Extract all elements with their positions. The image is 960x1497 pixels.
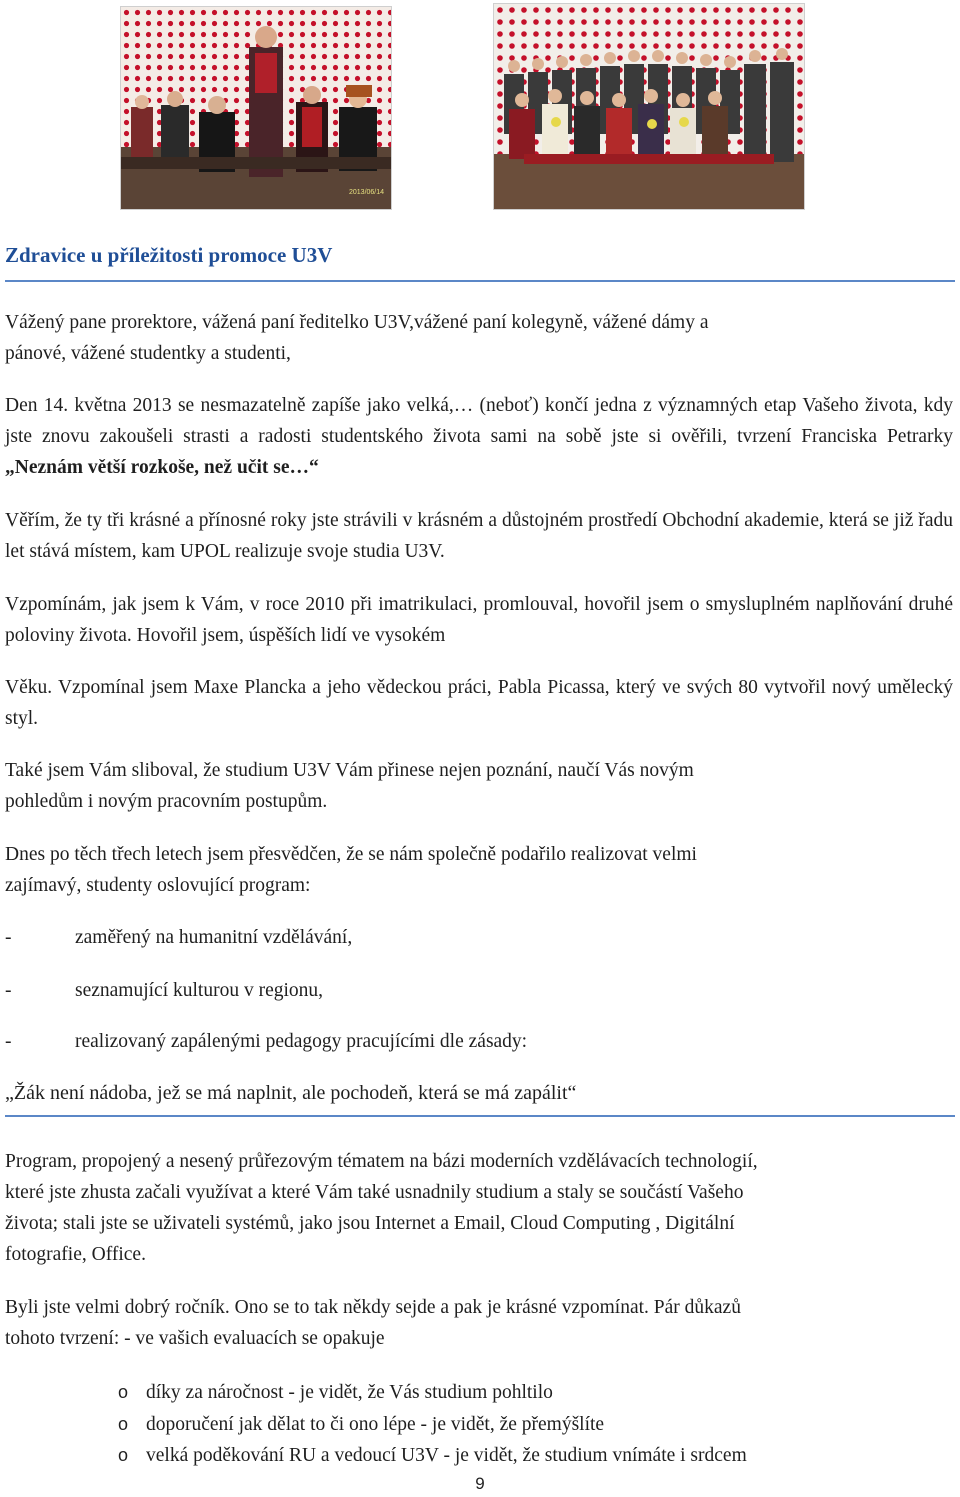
intro-text: Den 14. května 2013 se nesmazatelně zapíše jako velká,… (neboť) končí jedna z významných etap Vašeho života, kdy jste znovu zakoušeli strasti a radosti studentského života sami na sobě jste si ověřili, tvrzení Franciska Petrarky (5, 395, 953, 447)
good-year-paragraph (5, 1292, 953, 1354)
bullet-text: velká poděkování RU a vedoucí U3V - je vidět, že studium vnímáte i srdcem (146, 1445, 747, 1466)
motto-quote: „Žák není nádoba, jež se má naplnit, ale pochodeň, která se má zapálit“ (5, 1078, 955, 1117)
dash-list-item (5, 975, 323, 1006)
today-paragraph (5, 839, 953, 901)
dash-marker: - (5, 1031, 12, 1052)
program-line-4: fotografie, Office. (5, 1244, 146, 1265)
bullet-item (118, 1440, 747, 1472)
petrarca-quote: „Neznám větší rozkoše, než učit se…“ (5, 457, 319, 478)
ceremony-photo-group-image (494, 4, 804, 209)
program-line-3: života; stali jste se uživateli systémů, jako jsou Internet a Email, Cloud Computing , Digitální (5, 1213, 735, 1234)
salutation-line-2: pánové, vážené studentky a studenti, (5, 343, 291, 364)
page-number: 9 (475, 1474, 485, 1493)
today-line-1: Dnes po těch třech letech jsem přesvědčen, že se nám společně podařilo realizovat velmi (5, 844, 697, 865)
dash-marker: - (5, 980, 12, 1001)
program-line-1: Program, propojený a nesený průřezovým tématem na bázi moderních vzdělávacích technologií, (5, 1151, 758, 1172)
bullet-marker: o (118, 1382, 129, 1402)
believe-paragraph: Věřím, že ty tři krásné a přínosné roky jste strávili v krásném a důstojném prostředí Obchodní akademie, která se již řadu let stává místem, kam UPOL realizuje svoje studia U3V. (5, 510, 953, 562)
program-line-2: které jste zhusta začali využívat a které Vám také usnadnily studium a staly se součástí Vašeho (5, 1182, 744, 1203)
ceremony-photo-speaker-image (121, 7, 391, 209)
remember-paragraph: Vzpomínám, jak jsem k Vám, v roce 2010 při imatrikulaci, promlouval, hovořil jsem o smysluplném naplňování druhé poloviny života. Hovořil jsem, úspěších lidí ve vysokém (5, 594, 953, 646)
today-line-2: zajímavý, studenty oslovující program: (5, 875, 311, 896)
bullet-item (118, 1377, 747, 1409)
bullet-text: díky za náročnost - je vidět, že Vás studium pohltilo (146, 1382, 553, 1403)
salutation-paragraph (5, 307, 953, 369)
article-heading: Zdravice u příležitosti promoce U3V (5, 243, 955, 282)
photo-date-stamp: 2013/06/14 (349, 189, 385, 196)
dash-list-item (5, 922, 352, 953)
promise-line-1: Také jsem Vám sliboval, že studium U3V Vám přinese nejen poznání, naučí Vás novým (5, 760, 694, 781)
dash-marker: - (5, 927, 12, 948)
promise-paragraph (5, 755, 953, 817)
dash-item-text: realizovaný zapálenými pedagogy pracujícími dle zásady: (75, 1031, 528, 1052)
age-paragraph: Věku. Vzpomínal jsem Maxe Plancka a jeho vědeckou práci, Pabla Picassa, který ve svých 80 vytvořil nový umělecký styl. (5, 677, 953, 729)
program-paragraph (5, 1146, 953, 1270)
salutation-line-1: Vážený pane prorektore, vážená paní ředitelko U3V,vážené paní kolegyně, vážené dámy a (5, 312, 709, 333)
ceremony-photo-speaker (120, 6, 392, 210)
bullet-marker: o (118, 1445, 129, 1465)
intro-paragraph (5, 390, 953, 483)
bullet-marker: o (118, 1413, 129, 1434)
dash-item-text: zaměřený na humanitní vzdělávání, (75, 927, 353, 948)
dash-item-text: seznamující kulturou v regionu, (75, 980, 324, 1001)
dash-list-item (5, 1026, 527, 1057)
good-year-line-2: tohoto tvrzení: - ve vašich evaluacích se opakuje (5, 1328, 385, 1349)
bullet-text: doporučení jak dělat to či ono lépe - je vidět, že přemýšlíte (146, 1413, 605, 1435)
good-year-line-1: Byli jste velmi dobrý ročník. Ono se to tak někdy sejde a pak je krásné vzpomínat. Pár důkazů (5, 1297, 741, 1318)
promise-line-2: pohledům i novým pracovním postupům. (5, 791, 328, 812)
evaluation-bullet-list (118, 1377, 747, 1472)
ceremony-photo-group (493, 3, 805, 210)
bullet-item (118, 1409, 747, 1441)
